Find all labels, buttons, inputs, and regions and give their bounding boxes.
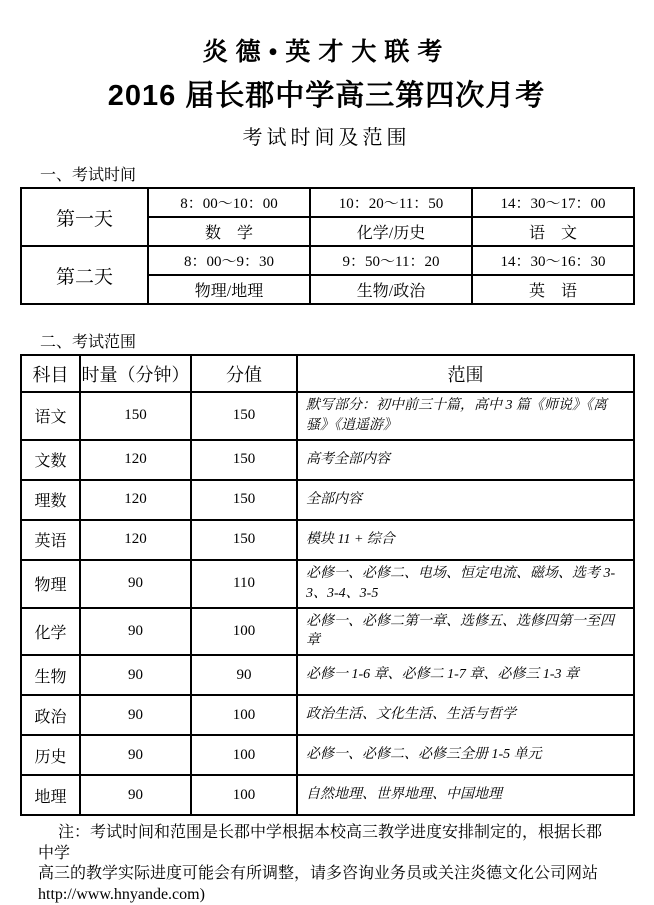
score-cell: 150 [191, 392, 297, 440]
exam-scope-table [20, 354, 635, 816]
column-header-subject: 科目 [21, 355, 80, 392]
column-header-score: 分值 [191, 355, 297, 392]
subject-cell: 化学 [21, 608, 80, 656]
scope-cell: 默写部分：初中前三十篇，高中 3 篇《师说》《离骚》《逍遥游》 [297, 392, 634, 440]
score-cell: 100 [191, 608, 297, 656]
table-row [21, 480, 634, 520]
website-url: http://www.hnyande.com) [38, 885, 205, 903]
scope-cell: 高考全部内容 [297, 440, 634, 480]
day2-session3-subject: 英 语 [472, 275, 634, 304]
table-row [21, 246, 634, 275]
subject-cell: 生物 [21, 655, 80, 695]
scope-cell: 自然地理、世界地理、中国地理 [297, 775, 634, 815]
day1-session3-subject: 语 文 [472, 217, 634, 246]
table-row [21, 695, 634, 735]
scope-cell: 模块 11 + 综合 [297, 520, 634, 560]
day1-label: 第一天 [21, 188, 148, 246]
column-header-scope: 范围 [297, 355, 634, 392]
table-row [21, 188, 634, 217]
day1-session3-time: 14：30～17：00 [472, 188, 634, 217]
day1-session1-time: 8：00～10：00 [148, 188, 310, 217]
score-cell: 100 [191, 775, 297, 815]
table-row [21, 775, 634, 815]
minutes-cell: 90 [80, 560, 191, 608]
score-cell: 150 [191, 440, 297, 480]
day1-session2-subject: 化学/历史 [310, 217, 472, 246]
minutes-cell: 90 [80, 695, 191, 735]
brand-title: 炎德•英才大联考 [202, 39, 451, 66]
subject-cell: 语文 [21, 392, 80, 440]
minutes-cell: 150 [80, 392, 191, 440]
day2-session2-time: 9：50～11：20 [310, 246, 472, 275]
subject-cell: 理数 [21, 480, 80, 520]
scope-cell: 全部内容 [297, 480, 634, 520]
day2-session1-time: 8：00～9：30 [148, 246, 310, 275]
minutes-cell: 90 [80, 775, 191, 815]
page-title: 2016 届长郡中学高三第四次月考 [107, 80, 546, 112]
day2-session3-time: 14：30～16：30 [472, 246, 634, 275]
minutes-cell: 90 [80, 655, 191, 695]
footer-note [38, 823, 617, 905]
table-row [21, 608, 634, 656]
subject-cell: 英语 [21, 520, 80, 560]
column-header-minutes: 时量（分钟） [80, 355, 191, 392]
footer-note-line: 高三的教学实际进度可能会有所调整，请多咨询业务员或关注炎德文化公司网站 [38, 865, 599, 883]
subject-cell: 政治 [21, 695, 80, 735]
minutes-cell: 90 [80, 608, 191, 656]
score-cell: 150 [191, 520, 297, 560]
score-cell: 110 [191, 560, 297, 608]
scope-cell: 必修一 1-6 章、必修二 1-7 章、必修三 1-3 章 [297, 655, 634, 695]
score-cell: 100 [191, 735, 297, 775]
table-row [21, 520, 634, 560]
table-row [21, 560, 634, 608]
scope-cell: 必修一、必修二、必修三全册 1-5 单元 [297, 735, 634, 775]
scope-cell: 必修一、必修二第一章、选修五、选修四第一至四章 [297, 608, 634, 656]
subject-cell: 文数 [21, 440, 80, 480]
day2-session2-subject: 生物/政治 [310, 275, 472, 304]
minutes-cell: 120 [80, 520, 191, 560]
minutes-cell: 90 [80, 735, 191, 775]
score-cell: 150 [191, 480, 297, 520]
subject-cell: 物理 [21, 560, 80, 608]
table-row [21, 655, 634, 695]
score-cell: 100 [191, 695, 297, 735]
table-row [21, 392, 634, 440]
scope-cell: 政治生活、文化生活、生活与哲学 [297, 695, 634, 735]
score-cell: 90 [191, 655, 297, 695]
section-heading-exam-time: 一、考试时间 [40, 167, 137, 184]
table-row [21, 440, 634, 480]
footer-note-line: 注：考试时间和范围是长郡中学根据本校高三教学进度安排制定的，根据长郡中学 [38, 824, 603, 862]
subject-cell: 地理 [21, 775, 80, 815]
day1-session2-time: 10：20～11：50 [310, 188, 472, 217]
minutes-cell: 120 [80, 480, 191, 520]
page-subtitle: 考试时间及范围 [242, 127, 411, 149]
day2-session1-subject: 物理/地理 [148, 275, 310, 304]
table-row [21, 735, 634, 775]
table-header-row [21, 355, 634, 392]
day1-session1-subject: 数 学 [148, 217, 310, 246]
scope-cell: 必修一、必修二、电场、恒定电流、磁场、选考 3-3、3-4、3-5 [297, 560, 634, 608]
exam-time-table [20, 187, 635, 305]
minutes-cell: 120 [80, 440, 191, 480]
day2-label: 第二天 [21, 246, 148, 304]
section-heading-exam-scope: 二、考试范围 [40, 334, 137, 351]
subject-cell: 历史 [21, 735, 80, 775]
